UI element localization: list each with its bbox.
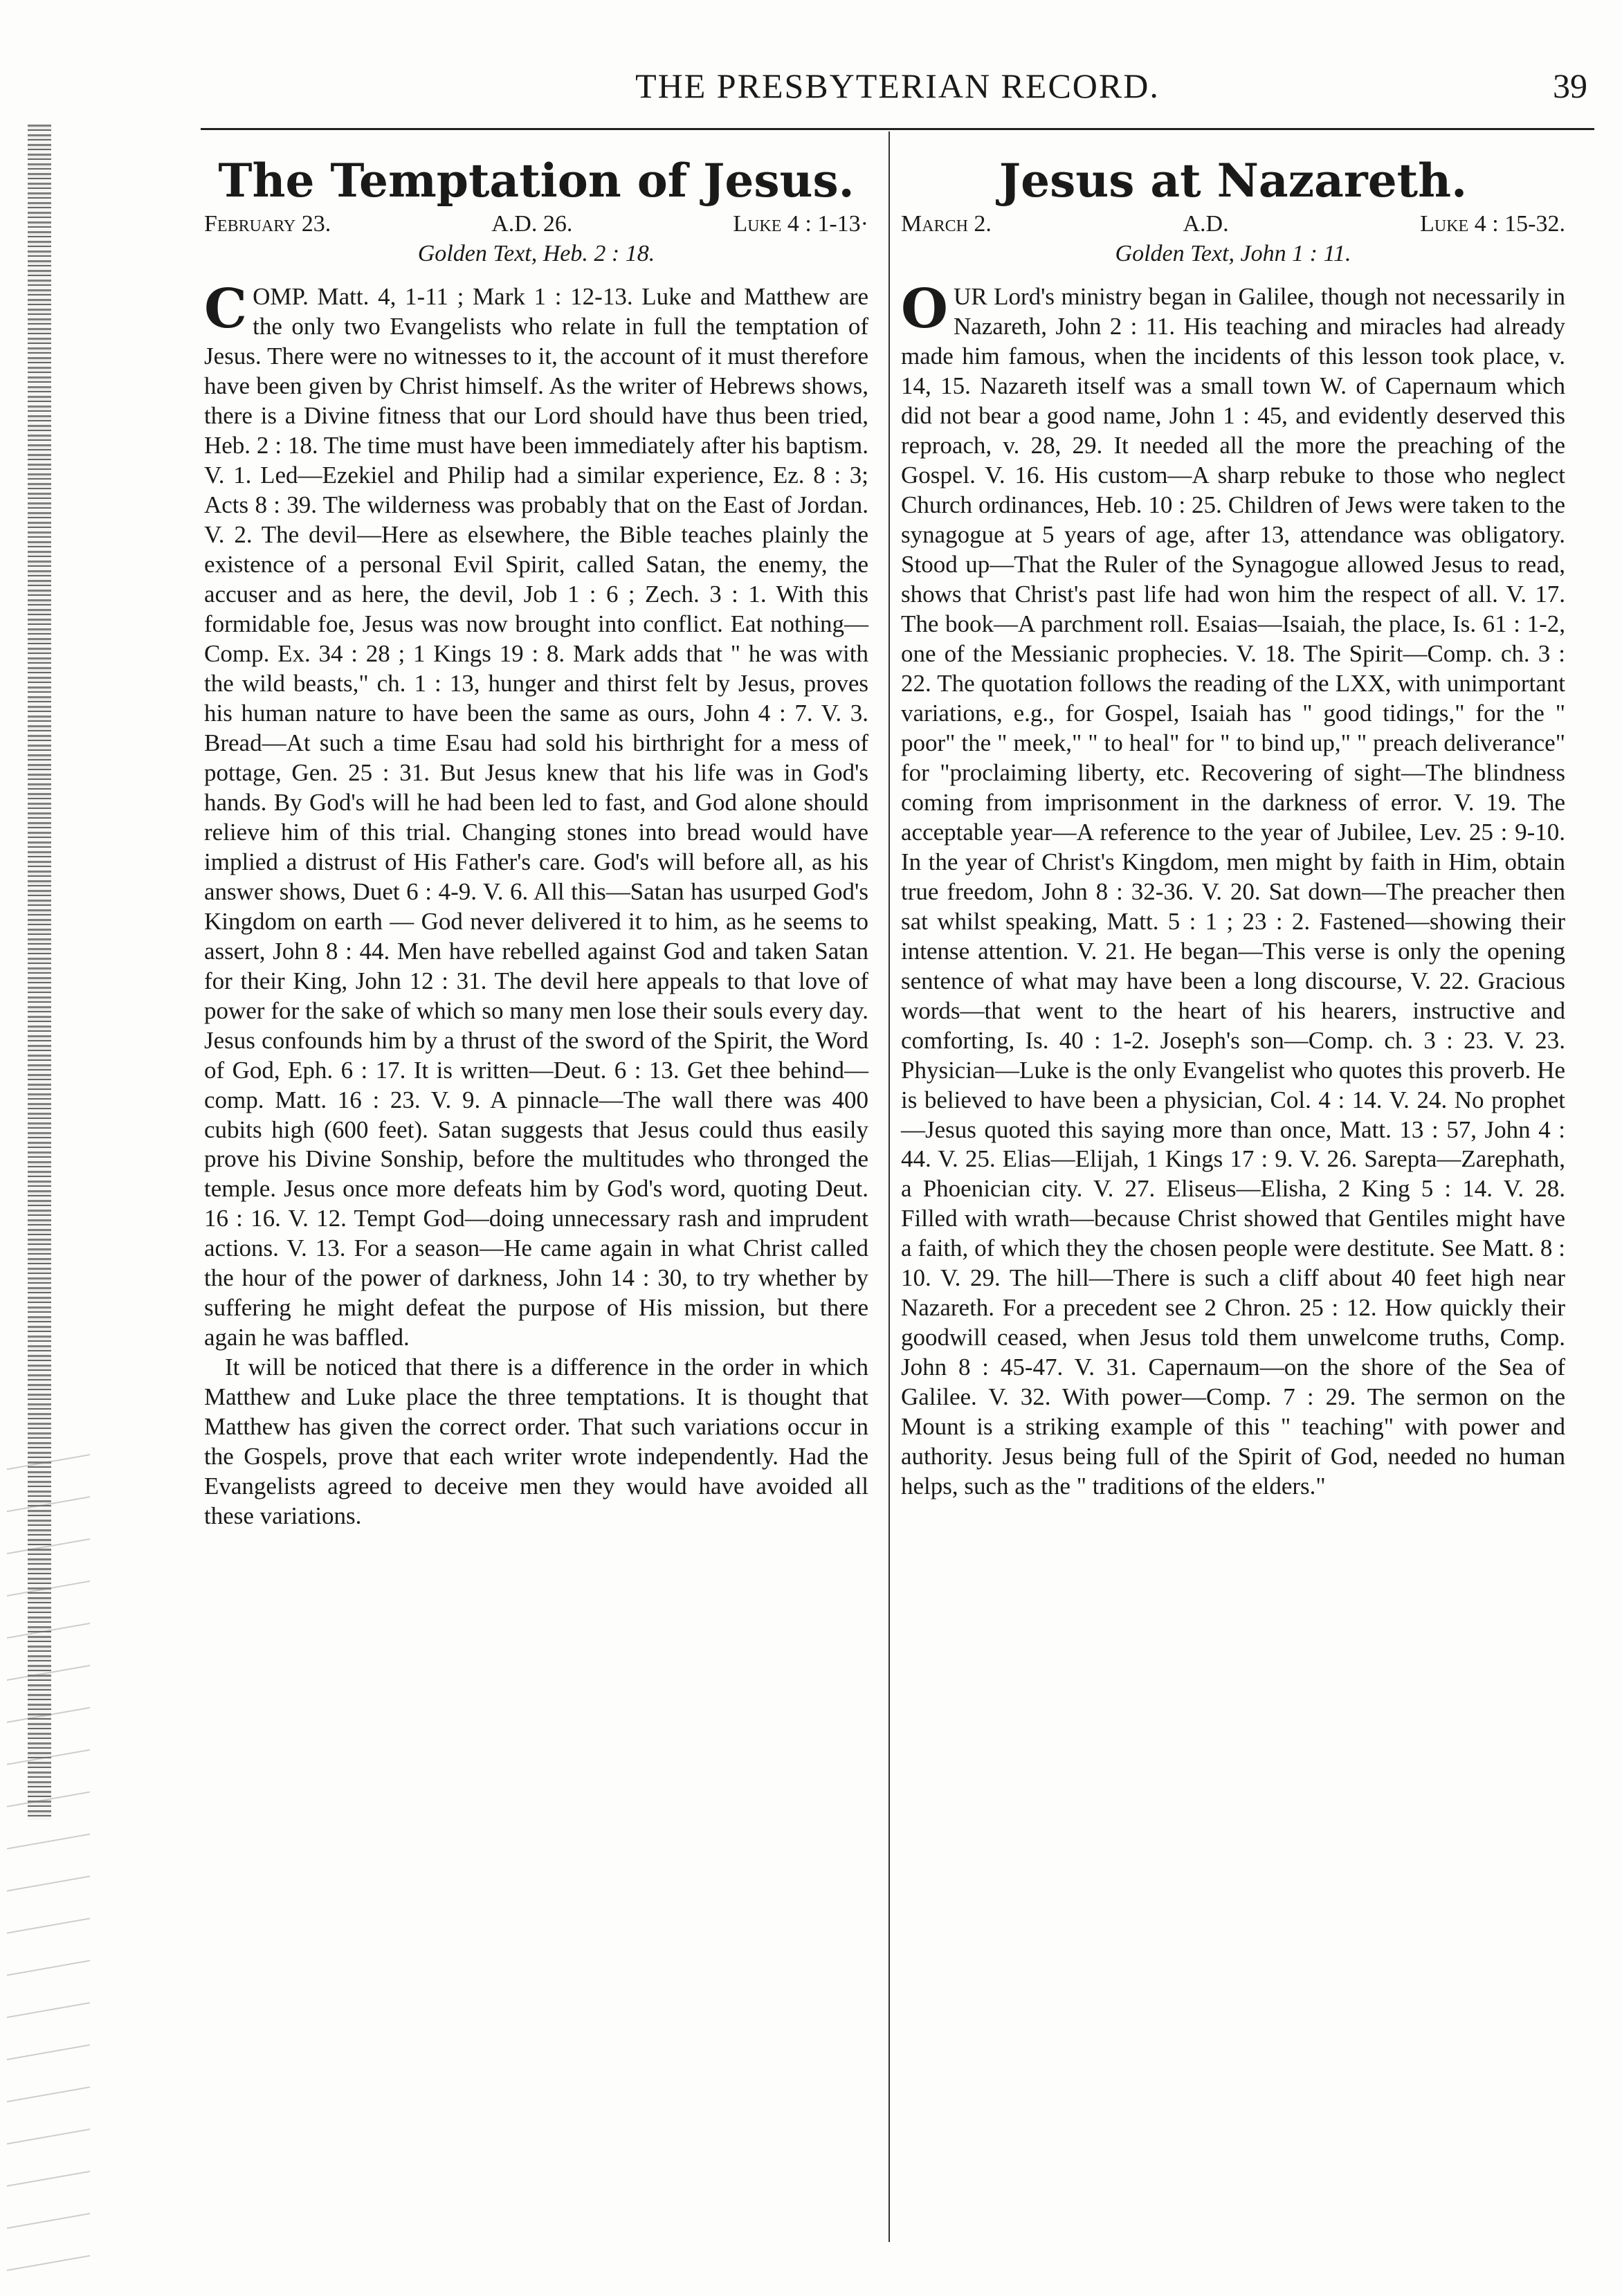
lesson-nazareth [901, 149, 1565, 1502]
golden-text: Golden Text, John 1 : 11. [1115, 241, 1351, 267]
lesson-passage: Luke 4 : 1-13· [733, 210, 868, 237]
lesson-date: February 23. [204, 210, 331, 237]
lesson-passage: Luke 4 : 15-32. [1420, 210, 1565, 237]
scan-noise [7, 1453, 90, 2284]
header-rule [201, 128, 1594, 130]
drop-cap: C [204, 277, 248, 341]
golden-text: Golden Text, Heb. 2 : 18. [417, 241, 655, 267]
page-number: 39 [1553, 66, 1587, 105]
lesson-date: March 2. [901, 210, 992, 237]
paragraph-text: UR Lord's ministry began in Galilee, though not necessarily in Nazareth, John 2 : 11. His teaching and miracles had already made him famous, when the incidents of this lesson took place, v. 14, 15. Nazareth itself was a small town W. of Capernaum which did not bear a good name, John 1 : 45, and evidently deserved this reproach, v. 28, 29. It needed all the more the preaching of the Gospel. V. 16. His custom—A sharp rebuke to those who neglect Church ordinances, Heb. 10 : 25. Children of Jews were taken to the synagogue at 5 years of age, after 13, attendance was obligatory. Stood up—That the Ruler of the Synagogue allowed Jesus to read, shows that Christ's past life had won him the respect of all. V. 17. The book—A parchment roll. Esaias—Isaiah, the place, Is. 61 : 1-2, one of the Messianic prophecies. V. 18. The Spirit—Comp. ch. 3 : 22. The quotation follows the reading of the LXX, with unimportant variations, e.g., for Gospel, Isaiah has " good tidings," for the " poor" the " meek," " to heal" for " to bind up," " preach deliverance" for "proclaiming liberty, etc. Recovering of sight—The blindness coming from imprisonment in the darkness of error. V. 19. The acceptable year—A reference to the year of Jubilee, Lev. 25 : 9-10. In the year of Christ's Kingdom, men might by faith in Him, obtain true freedom, John 8 : 32-36. V. 20. Sat down—The preacher then sat whilst speaking, Matt. 5 : 1 ; 23 : 2. Fastened—showing their intense attention. V. 21. He began—This verse is only the opening sentence of what may have been a long discourse, V. 22. Gracious words—that went to the heart of his hearers, instructive and comforting, Is. 40 : 1-2. Joseph's son—Comp. ch. 3 : 23. V. 23. Physician—Luke is the only Evangelist who quotes this proverb. He is believed to have been a physician, Col. 4 : 14. V. 24. No prophet—Jesus quoted this saying more than once, Matt. 13 : 57, John 4 : 44. V. 25. Elias—Elijah, 1 Kings 17 : 9. V. 26. Sarepta—Zarephath, a Phoenician city. V. 27. Eliseus—Elisha, 2 King 5 : 14. V. 28. Filled with wrath—because Christ showed that Gentiles might have a faith, of which they the chosen people were destitute. See Matt. 8 : 10. V. 29. The hill—There is such a cliff about 40 feet high near Nazareth. For a precedent see 2 Chron. 25 : 12. How quickly their goodwill ceased, when Jesus told them unwelcome truths, Comp. John 8 : 45-47. V. 31. Capernaum—on the shore of the Sea of Galilee. V. 32. With power—Comp. 7 : 29. The sermon on the Mount is a striking example of this " teaching" with power and authority. Jesus being full of the Spirit of God, needed no human helps, such as the " traditions of the elders." [901, 283, 1565, 1500]
running-head [201, 66, 1594, 114]
lesson-paragraph [901, 277, 1565, 1502]
lesson-title: The Temptation of Jesus. [218, 154, 855, 208]
page-title: THE PRESBYTERIAN RECORD. [635, 66, 1160, 105]
lesson-paragraph: It will be noticed that there is a difference in the order in which Matthew and Luke place the three temptations. It is thought that Matthew has given the correct order. That such variations occur in the Gospels, prove that each writer wrote independently. Had the Evangelists agreed to deceive men they would have avoided all these variations. [204, 1354, 868, 1530]
lesson-meta [901, 210, 1565, 239]
lesson-meta [204, 210, 868, 239]
column-divider [889, 131, 890, 2242]
paragraph-text: OMP. Matt. 4, 1-11 ; Mark 1 : 12-13. Luke and Matthew are the only two Evangelists who relate in full the temptation of Jesus. There were no witnesses to it, the account of it must therefore have been given by Christ himself. As the writer of Hebrews shows, there is a Divine fitness that our Lord should have thus been tried, Heb. 2 : 18. The time must have been immediately after his baptism. V. 1. Led—Ezekiel and Philip had a similar experience, Ez. 8 : 3; Acts 8 : 39. The wilderness was probably that on the East of Jordan. V. 2. The devil—Here as elsewhere, the Bible teaches plainly the existence of a personal Evil Spirit, called Satan, the enemy, the accuser and as here, the devil, Job 1 : 6 ; Zech. 3 : 1. With this formidable foe, Jesus was now brought into conflict. Eat nothing—Comp. Ex. 34 : 28 ; 1 Kings 19 : 8. Mark adds that " he was with the wild beasts," ch. 1 : 13, hunger and thirst felt by Jesus, proves his human nature to have been the same as ours, John 4 : 7. V. 3. Bread—At such a time Esau had sold his birthright for a mess of pottage, Gen. 25 : 31. But Jesus knew that his life was in God's hands. By God's will he had been led to fast, and God alone should relieve him of this trial. Changing stones into bread would have implied a distrust of His Father's care. God's will before all, as his answer shows, Duet 6 : 4-9. V. 6. All this—Satan has usurped God's Kingdom on earth — God never delivered it to him, as he seems to assert, John 8 : 44. Men have rebelled against God and taken Satan for their King, John 12 : 31. The devil here appeals to that love of power for the sake of which so many men lose their souls every day. Jesus confounds him by a thrust of the sword of the Spirit, the Word of God, Eph. 6 : 17. It is written—Deut. 6 : 13. Get thee behind—comp. Matt. 16 : 23. V. 9. A pinnacle—The wall there was 400 cubits high (600 feet). Satan suggests that Jesus could thus easily prove his Divine Sonship, before the multitudes who thronged the temple. Jesus once more defeats him by God's word, quoting Deut. 16 : 16. V. 12. Tempt God—doing unnecessary rash and imprudent actions. V. 13. For a season—He came again in what Christ called the hour of the power of darkness, John 14 : 30, to try whether by suffering he might defeat the purpose of His mission, but there again he was baffled. [204, 283, 868, 1351]
drop-cap: O [901, 277, 948, 341]
lesson-temptation [204, 149, 868, 1531]
lesson-year: A.D. 26. [491, 210, 573, 237]
scan-gutter [0, 0, 104, 2296]
lesson-title: Jesus at Nazareth. [999, 154, 1468, 208]
lesson-paragraph [204, 277, 868, 1353]
lesson-year: A.D. [1183, 210, 1229, 237]
